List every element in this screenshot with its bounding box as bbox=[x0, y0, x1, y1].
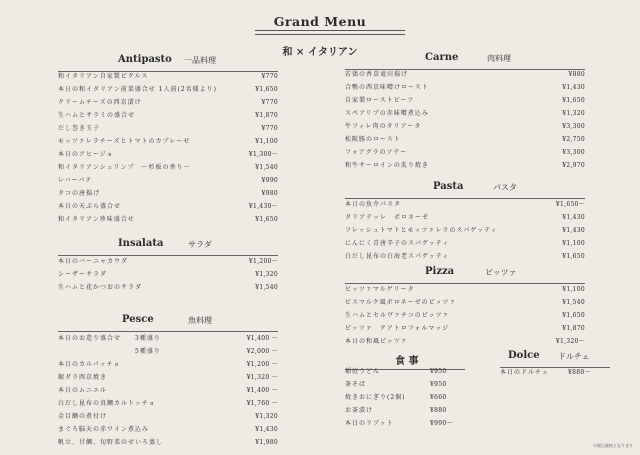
item-price: ¥2,970 bbox=[562, 162, 585, 169]
pesce-title: Pesce bbox=[122, 314, 154, 325]
pasta-menu-item bbox=[345, 224, 585, 237]
item-name: 5種盛り bbox=[58, 348, 161, 355]
item-price: ¥1,870 bbox=[562, 325, 585, 332]
pizza-section bbox=[345, 266, 585, 345]
item-name: にんにく青唐辛子のスパゲッティ bbox=[345, 240, 450, 247]
carne-menu-item bbox=[345, 120, 585, 133]
item-price: ¥990 bbox=[261, 177, 278, 184]
item-price: ¥1,540 bbox=[255, 284, 278, 291]
item-name: タリアテッレ ボロネーゼ bbox=[345, 214, 429, 221]
pasta-menu-item bbox=[345, 250, 585, 263]
insalata-jp-title: サラダ bbox=[188, 240, 212, 249]
item-name: 金目鯛の煮付け bbox=[58, 413, 108, 420]
pesce-menu-item bbox=[58, 358, 278, 371]
insalata-menu-item bbox=[58, 281, 278, 294]
item-name: シーザーサラダ bbox=[58, 271, 107, 278]
antipasto-menu-item bbox=[58, 174, 278, 187]
pasta-menu-item bbox=[345, 211, 585, 224]
item-price: ¥770 bbox=[261, 99, 278, 106]
shokuji-menu-item bbox=[345, 391, 465, 404]
insalata-menu-item bbox=[58, 255, 278, 268]
item-name: 生ハムとセルヴァチコのピッツァ bbox=[345, 312, 450, 319]
item-name: 白だし昆布の真鯛カルトッチョ bbox=[58, 400, 156, 407]
insalata-items bbox=[58, 255, 278, 294]
item-price: ¥1,430～ bbox=[248, 203, 278, 210]
pasta-title: Pasta bbox=[433, 181, 464, 192]
item-price: ¥1,400 ～ bbox=[246, 335, 278, 342]
antipasto-menu-item bbox=[58, 109, 278, 122]
pesce-section bbox=[58, 314, 278, 446]
pizza-menu-item bbox=[345, 283, 585, 296]
item-price: ¥770 bbox=[261, 73, 278, 80]
antipasto-menu-item bbox=[58, 213, 278, 226]
title-divider-bottom bbox=[255, 34, 405, 35]
antipasto-menu-item bbox=[58, 200, 278, 213]
item-name: 白だし昆布の白海老スパゲッティ bbox=[345, 253, 450, 260]
item-price: ¥1,100 bbox=[562, 286, 585, 293]
item-price: ¥2,000 ～ bbox=[246, 348, 278, 355]
pesce-menu-item bbox=[58, 384, 278, 397]
item-price: ¥1,430 bbox=[562, 214, 585, 221]
carne-menu-item bbox=[345, 68, 585, 81]
pesce-menu-item bbox=[58, 436, 278, 449]
carne-menu-item bbox=[345, 146, 585, 159]
item-name: 本日の魚介パスタ bbox=[345, 201, 402, 208]
shokuji-items bbox=[345, 365, 465, 430]
pesce-menu-item bbox=[58, 423, 278, 436]
item-name: タコの唐揚げ bbox=[58, 190, 101, 197]
item-name: 本日の天ぷら盛合せ bbox=[58, 203, 122, 210]
dolce-jp-title: ドルチェ bbox=[558, 352, 590, 361]
pasta-menu-item bbox=[345, 237, 585, 250]
item-price: ¥1,650 bbox=[562, 312, 585, 319]
insalata-menu-item bbox=[58, 268, 278, 281]
item-name: まぐろ脳天の赤ワイン煮込み bbox=[58, 426, 149, 433]
pesce-jp-title: 魚料理 bbox=[188, 316, 212, 325]
item-price: ¥880～ bbox=[568, 369, 591, 376]
item-price: ¥2,750 bbox=[562, 136, 585, 143]
dolce-items bbox=[500, 366, 610, 379]
carne-menu-item bbox=[345, 133, 585, 146]
item-price: ¥1,650～ bbox=[555, 201, 585, 208]
antipasto-menu-item bbox=[58, 122, 278, 135]
item-price: ¥990～ bbox=[430, 420, 453, 427]
item-price: ¥3,300 bbox=[562, 123, 585, 130]
shokuji-title: 食 事 bbox=[395, 356, 419, 367]
item-name: だし巻き玉子 bbox=[58, 125, 101, 132]
item-name: 牛フィレ肉のタリアータ bbox=[345, 123, 422, 130]
item-name: 和牛サーロインの炙り焼き bbox=[345, 162, 429, 169]
item-price: ¥1,760 ～ bbox=[246, 400, 278, 407]
pesce-menu-item bbox=[58, 397, 278, 410]
item-price: ¥1,200 ～ bbox=[246, 361, 278, 368]
item-price: ¥770 bbox=[261, 125, 278, 132]
antipasto-items bbox=[58, 70, 278, 226]
item-name: 本日の和イタリアン前菜盛合せ 1人前(2名様より) bbox=[58, 86, 217, 93]
item-price: ¥1,200～ bbox=[248, 258, 278, 265]
pasta-jp-title: パスタ bbox=[493, 183, 517, 192]
insalata-section bbox=[58, 238, 278, 291]
item-name: 生ハムと花かつおのサラダ bbox=[58, 284, 142, 291]
item-price: ¥1,320 bbox=[562, 110, 585, 117]
item-name: 自家製ローストビーフ bbox=[345, 97, 415, 104]
item-name: 和イタリアン珍味盛合せ bbox=[58, 216, 135, 223]
item-name: 和イタリアン自家製ピクルス bbox=[58, 73, 149, 80]
title-divider-top bbox=[255, 30, 405, 31]
item-name: 帆立、甘鯛、旬野菜のせいろ蒸し bbox=[58, 439, 164, 446]
shokuji-menu-item bbox=[345, 417, 465, 430]
item-name: 本日のバーニャカウダ bbox=[58, 258, 128, 265]
carne-items bbox=[345, 68, 585, 172]
grand-menu-title: Grand Menu bbox=[273, 14, 367, 29]
carne-section bbox=[345, 52, 585, 169]
shokuji-section bbox=[345, 352, 465, 427]
pesce-items bbox=[58, 332, 278, 449]
pasta-items bbox=[345, 198, 585, 263]
item-price: ¥1,320～ bbox=[555, 338, 585, 345]
item-price: ¥660 bbox=[430, 394, 447, 401]
item-price: ¥980 bbox=[261, 190, 278, 197]
dolce-section bbox=[500, 350, 610, 376]
item-price: ¥3,300 bbox=[562, 149, 585, 156]
pizza-menu-item bbox=[345, 309, 585, 322]
item-price: ¥880 bbox=[430, 407, 447, 414]
pasta-menu-item bbox=[345, 198, 585, 211]
item-price: ¥1,650 bbox=[255, 216, 278, 223]
pizza-jp-title: ピッツァ bbox=[485, 268, 517, 277]
antipasto-menu-item bbox=[58, 83, 278, 96]
dolce-menu-item bbox=[500, 366, 610, 379]
pesce-menu-item bbox=[58, 332, 278, 345]
antipasto-menu-item bbox=[58, 96, 278, 109]
item-price: ¥1,870 bbox=[255, 112, 278, 119]
antipasto-menu-item bbox=[58, 70, 278, 83]
pesce-menu-item bbox=[58, 410, 278, 423]
item-name: 本日のムニエル bbox=[58, 387, 108, 394]
pesce-menu-item bbox=[58, 371, 278, 384]
pizza-menu-item bbox=[345, 296, 585, 309]
item-name: 本日のアヒージョ bbox=[58, 151, 114, 158]
pizza-items bbox=[345, 283, 585, 348]
item-price: ¥1,540 bbox=[562, 299, 585, 306]
antipasto-menu-item bbox=[58, 148, 278, 161]
menu-subtitle: 和 × イタリアン bbox=[282, 47, 358, 58]
item-name: 本日のドルチェ bbox=[500, 369, 549, 376]
antipasto-jp-title: 一品料理 bbox=[184, 56, 216, 65]
item-name: フレッシュトマトとモッツァレラのスパゲッティ bbox=[345, 227, 498, 234]
item-name: モッツァレラチーズとトマトのカプレーゼ bbox=[58, 138, 191, 145]
item-name: 若鶏の香草竜田揚げ bbox=[345, 71, 409, 78]
item-name: 本日のお造り盛合せ 3種盛り bbox=[58, 335, 161, 342]
antipasto-section bbox=[58, 54, 278, 223]
item-name: ビッツァマルゲリータ bbox=[345, 286, 415, 293]
item-price: ¥1,980 bbox=[255, 439, 278, 446]
tax-note: ※税込価格となります bbox=[593, 443, 633, 448]
item-price: ¥1,650 bbox=[562, 253, 585, 260]
item-price: ¥1,430 bbox=[255, 426, 278, 433]
item-name: 生ハムとサラミの盛合せ bbox=[58, 112, 136, 119]
item-name: 稲庭うどん bbox=[345, 368, 381, 375]
item-name: ビスマルク風ボロネーゼのピッツァ bbox=[345, 299, 457, 306]
item-name: 本日の和風ピッツァ bbox=[345, 338, 408, 345]
item-name: スペアリブの赤味噌煮込み bbox=[345, 110, 429, 117]
item-price: ¥950 bbox=[430, 368, 447, 375]
carne-title: Carne bbox=[425, 52, 459, 63]
antipasto-menu-item bbox=[58, 135, 278, 148]
item-price: ¥1,320 bbox=[255, 413, 278, 420]
antipasto-title: Antipasto bbox=[118, 54, 172, 65]
item-price: ¥1,430 bbox=[562, 84, 585, 91]
item-name: フォアグラのソテー bbox=[345, 149, 408, 156]
pizza-title: Pizza bbox=[425, 266, 455, 277]
pasta-section bbox=[345, 181, 585, 260]
item-price: ¥950 bbox=[430, 381, 447, 388]
item-name: 松阪豚のロースト bbox=[345, 136, 401, 143]
item-name: 和イタリアンシュリンプ ～杉板の香り～ bbox=[58, 164, 191, 171]
item-price: ¥1,100 bbox=[255, 138, 278, 145]
shokuji-menu-item bbox=[345, 378, 465, 391]
carne-menu-item bbox=[345, 94, 585, 107]
item-price: ¥1,320 bbox=[255, 271, 278, 278]
item-price: ¥880 bbox=[568, 71, 585, 78]
pizza-menu-item bbox=[345, 335, 585, 348]
item-price: ¥1,650 bbox=[562, 97, 585, 104]
item-name: 茶そば bbox=[345, 381, 367, 388]
item-price: ¥1,100 bbox=[562, 240, 585, 247]
item-name: レバーパテ bbox=[58, 177, 93, 184]
item-name: 本日のカルパッチョ bbox=[58, 361, 121, 368]
carne-jp-title: 肉料理 bbox=[487, 54, 511, 63]
antipasto-menu-item bbox=[58, 187, 278, 200]
item-name: 焼きおにぎり(2個) bbox=[345, 394, 406, 401]
item-name: ビッツァ クアトロフォルマッジ bbox=[345, 325, 450, 332]
carne-menu-item bbox=[345, 107, 585, 120]
item-name: クリームチーズの西京漬け bbox=[58, 99, 142, 106]
dolce-title: Dolce bbox=[508, 350, 540, 361]
pesce-menu-item bbox=[58, 345, 278, 358]
item-price: ¥1,400 ～ bbox=[246, 387, 278, 394]
item-price: ¥1,320 ～ bbox=[246, 374, 278, 381]
shokuji-menu-item bbox=[345, 365, 465, 378]
antipasto-menu-item bbox=[58, 161, 278, 174]
insalata-title: Insalata bbox=[118, 238, 164, 249]
item-name: 合鴨の西京味噌けロースト bbox=[345, 84, 429, 91]
item-price: ¥1,540 bbox=[255, 164, 278, 171]
item-name: 銀ダラ西京焼き bbox=[58, 374, 108, 381]
item-name: お茶漬け bbox=[345, 407, 374, 414]
item-name: 本日のリゾット bbox=[345, 420, 394, 427]
pizza-menu-item bbox=[345, 322, 585, 335]
carne-menu-item bbox=[345, 81, 585, 94]
carne-menu-item bbox=[345, 159, 585, 172]
item-price: ¥1,430 bbox=[562, 227, 585, 234]
item-price: ¥1,300～ bbox=[248, 151, 278, 158]
shokuji-menu-item bbox=[345, 404, 465, 417]
item-price: ¥1,650 bbox=[255, 86, 278, 93]
